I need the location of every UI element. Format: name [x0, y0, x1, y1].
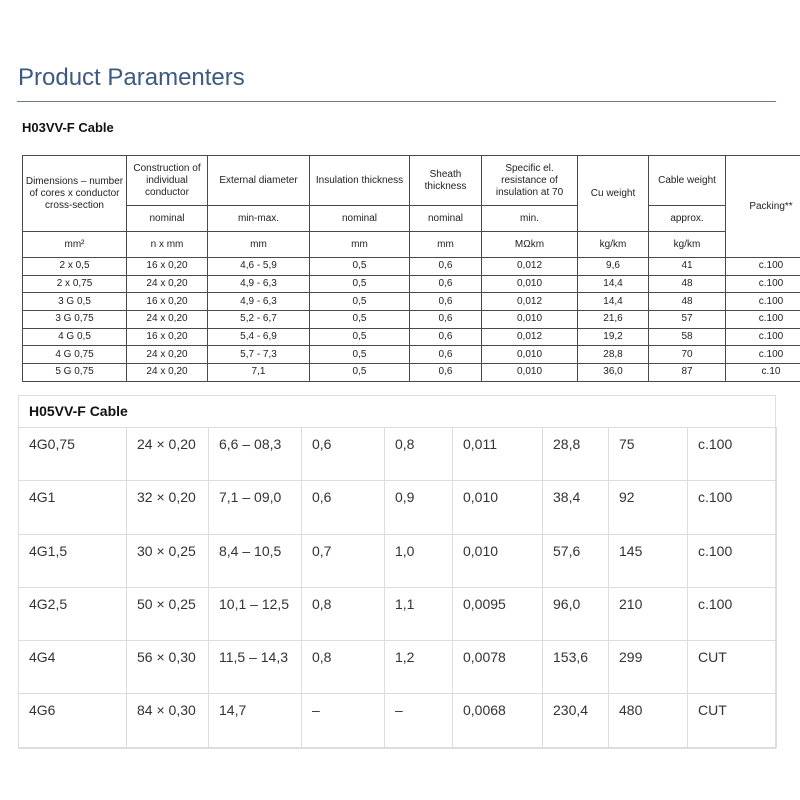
table-cell: 38,4	[543, 481, 609, 534]
table-cell: 4G6	[19, 694, 127, 747]
table-cell: c.100	[726, 293, 800, 311]
table-cell: 0,5	[310, 346, 410, 364]
h05-table-row	[19, 481, 777, 534]
table-cell: 0,5	[310, 364, 410, 382]
h03-unit-insulation: mm	[310, 232, 410, 258]
table-cell: 0,0068	[453, 694, 543, 747]
h03-spec-table	[22, 155, 800, 382]
table-cell: c.100	[726, 346, 800, 364]
table-cell: 57	[649, 311, 726, 329]
table-cell: 0,010	[453, 481, 543, 534]
table-cell: 0,012	[482, 328, 578, 346]
table-cell: 16 x 0,20	[127, 258, 208, 276]
table-cell: 0,8	[302, 587, 385, 640]
table-cell: 7,1 – 09,0	[209, 481, 302, 534]
h05-spec-table	[18, 427, 777, 748]
table-cell: –	[385, 694, 453, 747]
table-cell: 0,5	[310, 258, 410, 276]
table-cell: 24 x 0,20	[127, 364, 208, 382]
table-cell: 28,8	[578, 346, 649, 364]
h05-section	[18, 395, 776, 749]
h05-table-body	[19, 428, 777, 748]
table-cell: 4G1	[19, 481, 127, 534]
table-cell: 0,6	[410, 311, 482, 329]
h05-section-title: H05VV-F Cable	[29, 403, 128, 419]
h03-sub-insulation: nominal	[310, 206, 410, 232]
table-cell: 4,9 - 6,3	[208, 275, 310, 293]
table-cell: 0,9	[385, 481, 453, 534]
table-cell: 0,0078	[453, 641, 543, 694]
table-cell: 4G2,5	[19, 587, 127, 640]
table-cell: 0,6	[410, 346, 482, 364]
h03-header-external: External diameter	[208, 156, 310, 206]
page-title: Product Paramenters	[18, 64, 245, 91]
h05-table-row	[19, 534, 777, 587]
h03-unit-cu-weight: kg/km	[578, 232, 649, 258]
table-cell: 1,1	[385, 587, 453, 640]
table-cell: 145	[609, 534, 688, 587]
h03-unit-dimensions: mm²	[23, 232, 127, 258]
table-cell: 4 G 0,5	[23, 328, 127, 346]
table-cell: 299	[609, 641, 688, 694]
table-cell: 4G0,75	[19, 428, 127, 481]
h03-header-resistance: Specific el. resistance of insulation at 70	[482, 156, 578, 206]
table-cell: 24 x 0,20	[127, 275, 208, 293]
table-cell: 84 × 0,30	[127, 694, 209, 747]
table-cell: 480	[609, 694, 688, 747]
table-cell: 0,5	[310, 293, 410, 311]
table-cell: 0,6	[410, 364, 482, 382]
h05-table-row	[19, 694, 777, 747]
table-cell: c.100	[726, 275, 800, 293]
table-cell: 0,8	[302, 641, 385, 694]
table-cell: 1,2	[385, 641, 453, 694]
table-cell: 0,0095	[453, 587, 543, 640]
table-cell: c.100	[726, 311, 800, 329]
h03-sub-resistance: min.	[482, 206, 578, 232]
h03-header-construction: Construction of individual conductor	[127, 156, 208, 206]
table-cell: 36,0	[578, 364, 649, 382]
table-cell: CUT	[688, 641, 777, 694]
table-cell: 87	[649, 364, 726, 382]
h03-sub-construction: nominal	[127, 206, 208, 232]
table-cell: 56 × 0,30	[127, 641, 209, 694]
table-cell: 11,5 – 14,3	[209, 641, 302, 694]
table-cell: 0,010	[482, 346, 578, 364]
table-cell: 5,4 - 6,9	[208, 328, 310, 346]
table-cell: 5,2 - 6,7	[208, 311, 310, 329]
table-cell: 2 x 0,75	[23, 275, 127, 293]
h03-table-row	[23, 328, 800, 346]
table-cell: 75	[609, 428, 688, 481]
h03-unit-resistance: MΩkm	[482, 232, 578, 258]
table-cell: 16 x 0,20	[127, 328, 208, 346]
table-cell: 0,6	[410, 293, 482, 311]
table-cell: c.100	[688, 534, 777, 587]
table-cell: 19,2	[578, 328, 649, 346]
table-cell: 2 x 0,5	[23, 258, 127, 276]
table-cell: 0,010	[482, 364, 578, 382]
h05-table-row	[19, 428, 777, 481]
table-cell: 96,0	[543, 587, 609, 640]
h03-header-sheath: Sheath thickness	[410, 156, 482, 206]
table-cell: 5,7 - 7,3	[208, 346, 310, 364]
table-cell: 7,1	[208, 364, 310, 382]
table-cell: 0,010	[482, 275, 578, 293]
table-cell: 24 x 0,20	[127, 346, 208, 364]
table-cell: 48	[649, 275, 726, 293]
table-cell: 14,4	[578, 293, 649, 311]
h03-table-row	[23, 311, 800, 329]
table-cell: c.10	[726, 364, 800, 382]
table-cell: 0,7	[302, 534, 385, 587]
title-divider	[17, 101, 776, 102]
table-cell: 57,6	[543, 534, 609, 587]
h03-unit-sheath: mm	[410, 232, 482, 258]
h05-table-row	[19, 641, 777, 694]
table-cell: 28,8	[543, 428, 609, 481]
table-cell: 58	[649, 328, 726, 346]
h03-header-cable-weight: Cable weight	[649, 156, 726, 206]
h03-table-row	[23, 346, 800, 364]
table-cell: 14,7	[209, 694, 302, 747]
table-cell: 24 x 0,20	[127, 311, 208, 329]
table-cell: 70	[649, 346, 726, 364]
h03-sub-external: min-max.	[208, 206, 310, 232]
h03-sub-sheath: nominal	[410, 206, 482, 232]
h03-unit-external: mm	[208, 232, 310, 258]
table-cell: 0,8	[385, 428, 453, 481]
table-cell: 41	[649, 258, 726, 276]
table-cell: 32 × 0,20	[127, 481, 209, 534]
table-cell: 0,012	[482, 293, 578, 311]
table-cell: c.100	[688, 587, 777, 640]
table-cell: 0,6	[410, 275, 482, 293]
table-cell: 48	[649, 293, 726, 311]
table-cell: 14,4	[578, 275, 649, 293]
table-cell: –	[302, 694, 385, 747]
table-cell: 10,1 – 12,5	[209, 587, 302, 640]
table-cell: 0,5	[310, 311, 410, 329]
table-cell: 0,6	[302, 428, 385, 481]
table-cell: 21,6	[578, 311, 649, 329]
table-cell: 210	[609, 587, 688, 640]
table-cell: 16 x 0,20	[127, 293, 208, 311]
h03-sub-cable-weight: approx.	[649, 206, 726, 232]
table-cell: 0,012	[482, 258, 578, 276]
h03-unit-construction: n x mm	[127, 232, 208, 258]
h03-header-dimensions: Dimensions – number of cores x conductor cross-section	[23, 156, 127, 232]
table-cell: 50 × 0,25	[127, 587, 209, 640]
table-cell: CUT	[688, 694, 777, 747]
h05-table-row	[19, 587, 777, 640]
h03-unit-cable-weight: kg/km	[649, 232, 726, 258]
table-cell: 0,010	[453, 534, 543, 587]
table-cell: 0,6	[410, 258, 482, 276]
h03-table-row	[23, 364, 800, 382]
table-cell: c.100	[688, 481, 777, 534]
table-cell: 6,6 – 08,3	[209, 428, 302, 481]
table-cell: 0,6	[410, 328, 482, 346]
table-cell: 9,6	[578, 258, 649, 276]
h03-header-packing: Packing**	[726, 156, 800, 258]
h03-table-row	[23, 275, 800, 293]
table-cell: 30 × 0,25	[127, 534, 209, 587]
table-cell: c.100	[726, 328, 800, 346]
table-cell: 4G1,5	[19, 534, 127, 587]
h03-header-insulation: Insulation thickness	[310, 156, 410, 206]
table-cell: c.100	[726, 258, 800, 276]
table-cell: 4 G 0,75	[23, 346, 127, 364]
table-cell: 5 G 0,75	[23, 364, 127, 382]
table-cell: 4,6 - 5,9	[208, 258, 310, 276]
table-cell: 0,5	[310, 328, 410, 346]
table-cell: 0,5	[310, 275, 410, 293]
table-cell: 0,6	[302, 481, 385, 534]
h03-table-row	[23, 258, 800, 276]
table-cell: 0,011	[453, 428, 543, 481]
table-cell: 3 G 0,5	[23, 293, 127, 311]
table-cell: 4G4	[19, 641, 127, 694]
table-cell: 153,6	[543, 641, 609, 694]
table-cell: 4,9 - 6,3	[208, 293, 310, 311]
table-cell: 8,4 – 10,5	[209, 534, 302, 587]
table-cell: c.100	[688, 428, 777, 481]
h03-section-title: H03VV-F Cable	[22, 120, 114, 135]
h03-header-cu-weight: Cu weight	[578, 156, 649, 232]
table-cell: 92	[609, 481, 688, 534]
table-cell: 0,010	[482, 311, 578, 329]
table-cell: 230,4	[543, 694, 609, 747]
h03-table-body	[23, 258, 800, 382]
table-cell: 1,0	[385, 534, 453, 587]
h03-table-row	[23, 293, 800, 311]
table-cell: 24 × 0,20	[127, 428, 209, 481]
table-cell: 3 G 0,75	[23, 311, 127, 329]
